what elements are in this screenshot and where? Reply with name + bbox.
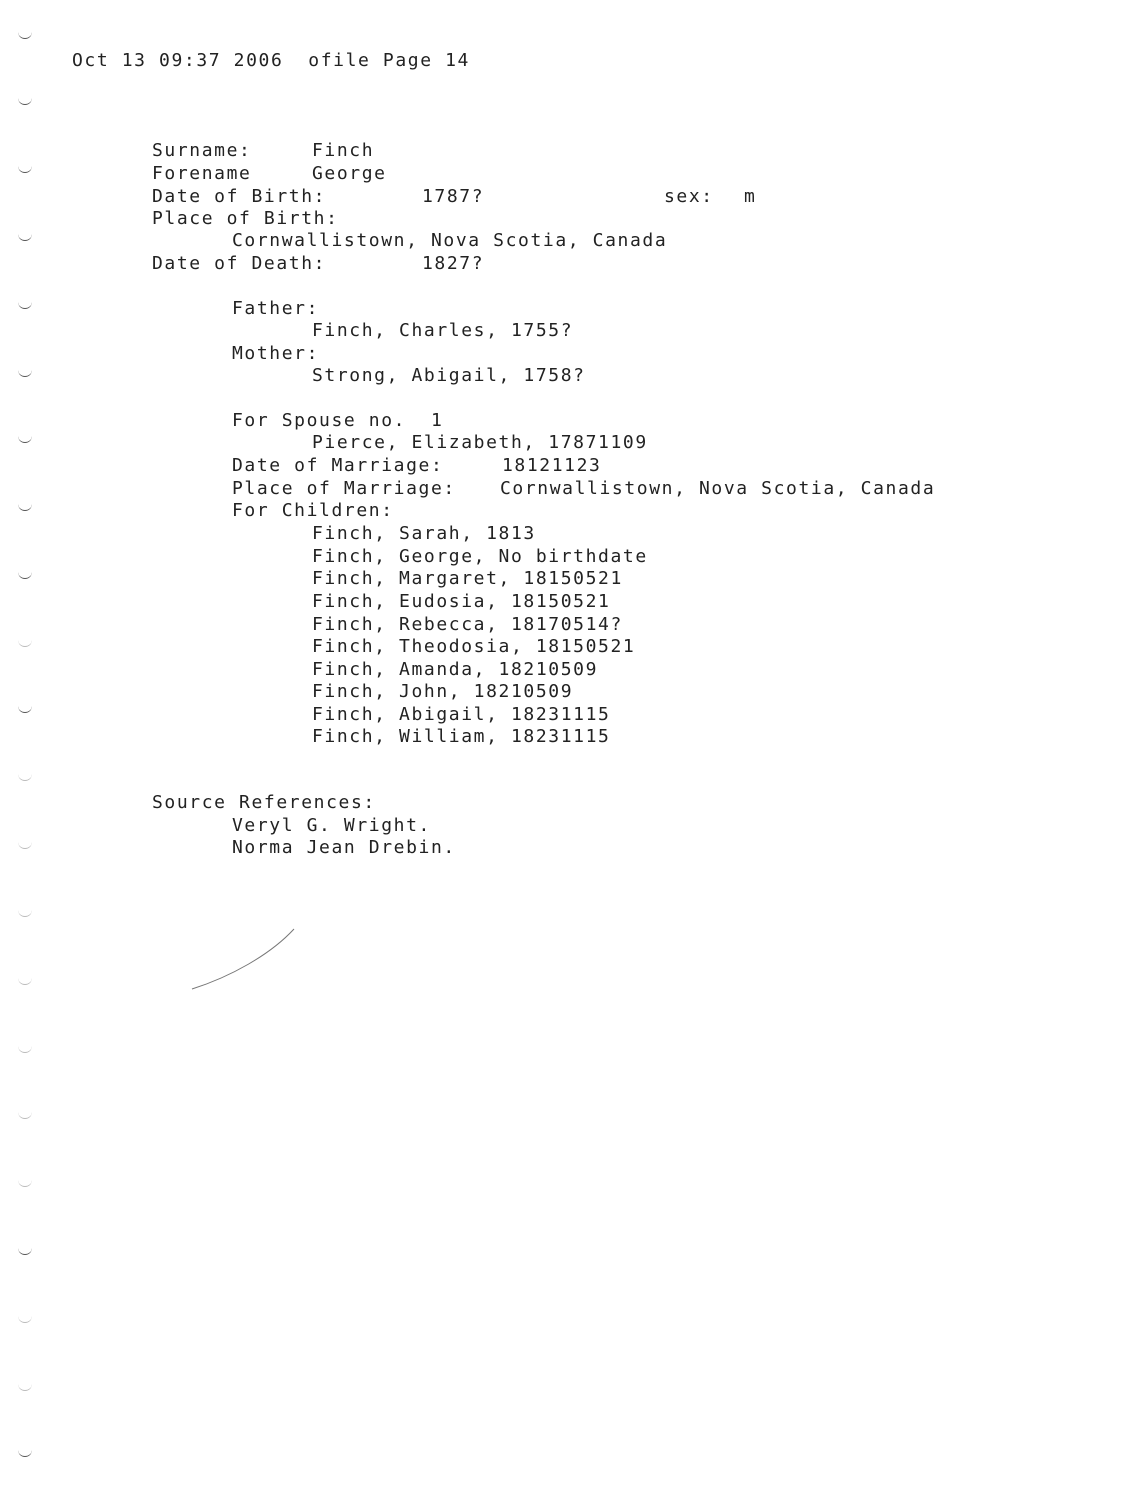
marriage-date-label: Date of Marriage: xyxy=(232,455,444,476)
forename-value: George xyxy=(312,163,387,184)
mother-label: Mother: xyxy=(232,343,320,364)
margin-mark xyxy=(18,1384,32,1391)
child-entry: Finch, Rebecca, 18170514? xyxy=(312,614,623,635)
sex-value: m xyxy=(744,186,757,207)
dob-label: Date of Birth: xyxy=(152,186,327,207)
source-entry: Veryl G. Wright. xyxy=(232,815,431,836)
spouse-label: For Spouse no. 1 xyxy=(232,410,444,431)
dod-value: 1827? xyxy=(422,253,485,274)
margin-mark xyxy=(18,234,32,241)
source-entry: Norma Jean Drebin. xyxy=(232,837,456,858)
margin-mark xyxy=(18,1316,32,1323)
child-entry: Finch, Sarah, 1813 xyxy=(312,523,536,544)
margin-mark xyxy=(18,572,32,579)
pob-label: Place of Birth: xyxy=(152,208,339,229)
dod-label: Date of Death: xyxy=(152,253,327,274)
margin-mark xyxy=(18,1450,32,1457)
child-entry: Finch, Margaret, 18150521 xyxy=(312,568,623,589)
forename-label: Forename xyxy=(152,163,252,184)
margin-mark xyxy=(18,504,32,511)
mother-value: Strong, Abigail, 1758? xyxy=(312,365,586,386)
marriage-place-value: Cornwallistown, Nova Scotia, Canada xyxy=(500,478,936,499)
spouse-value: Pierce, Elizabeth, 17871109 xyxy=(312,432,648,453)
father-label: Father: xyxy=(232,298,320,319)
child-entry: Finch, Theodosia, 18150521 xyxy=(312,636,636,657)
margin-mark xyxy=(18,436,32,443)
margin-mark xyxy=(18,1248,32,1255)
pencil-stroke xyxy=(190,925,300,995)
margin-mark xyxy=(18,910,32,917)
margin-mark xyxy=(18,370,32,377)
marriage-place-label: Place of Marriage: xyxy=(232,478,456,499)
surname-label: Surname: xyxy=(152,140,252,161)
dob-value: 1787? xyxy=(422,186,485,207)
surname-value: Finch xyxy=(312,140,375,161)
margin-mark xyxy=(18,640,32,647)
children-label: For Children: xyxy=(232,500,394,521)
page-header: Oct 13 09:37 2006 ofile Page 14 xyxy=(72,50,470,71)
marriage-date-value: 18121123 xyxy=(502,455,602,476)
child-entry: Finch, John, 18210509 xyxy=(312,681,574,702)
margin-mark xyxy=(18,166,32,173)
margin-mark xyxy=(18,1046,32,1053)
father-value: Finch, Charles, 1755? xyxy=(312,320,574,341)
margin-mark xyxy=(18,302,32,309)
margin-mark xyxy=(18,978,32,985)
child-entry: Finch, George, No birthdate xyxy=(312,546,648,567)
margin-mark xyxy=(18,1180,32,1187)
child-entry: Finch, Eudosia, 18150521 xyxy=(312,591,611,612)
child-entry: Finch, William, 18231115 xyxy=(312,726,611,747)
margin-mark xyxy=(18,1112,32,1119)
child-entry: Finch, Abigail, 18231115 xyxy=(312,704,611,725)
margin-mark xyxy=(18,706,32,713)
margin-mark xyxy=(18,842,32,849)
child-entry: Finch, Amanda, 18210509 xyxy=(312,659,599,680)
sex-label: sex: xyxy=(664,186,714,207)
margin-mark xyxy=(18,32,32,39)
margin-mark xyxy=(18,774,32,781)
pob-value: Cornwallistown, Nova Scotia, Canada xyxy=(232,230,668,251)
margin-mark xyxy=(18,98,32,105)
sources-label: Source References: xyxy=(152,792,376,813)
